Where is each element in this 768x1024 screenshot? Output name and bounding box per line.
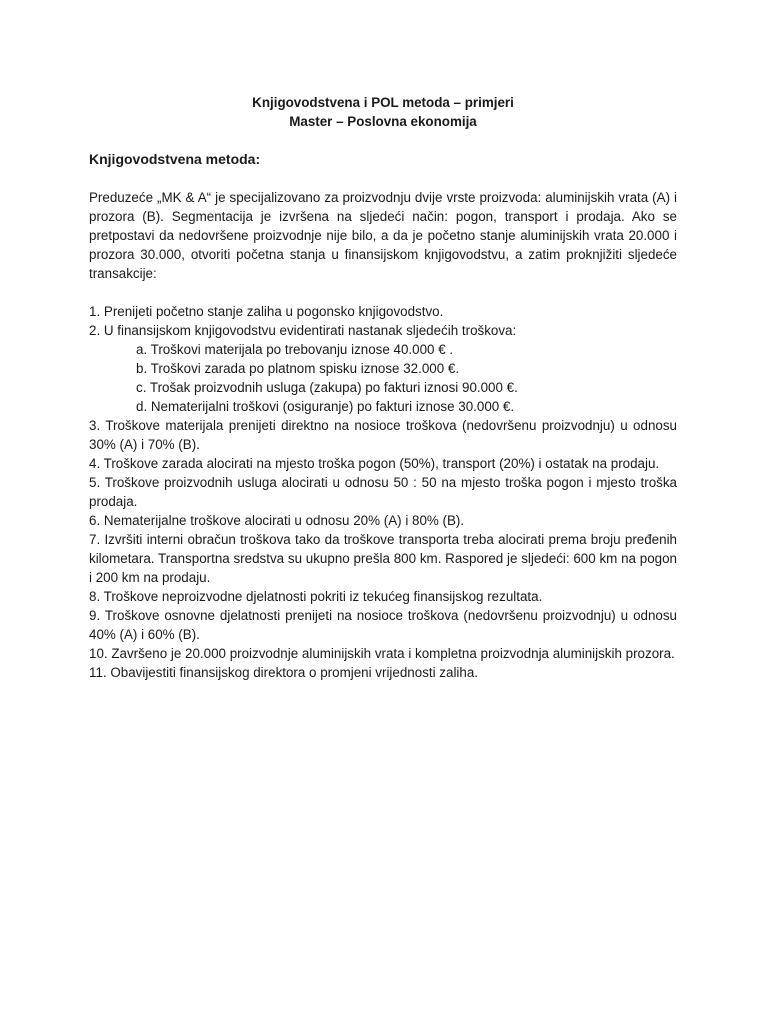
task-item-7: 7. Izvršiti interni obračun troškova tako da troškove transporta treba alocirati prema broju pređenih kilometara. Transportna sredstva su ukupno prešla 800 km. Raspored je sljedeći: 600 km na pogon i 200 km na prodaju. — [89, 532, 677, 585]
task-item-4: 4. Troškove zarada alocirati na mjesto troška pogon (50%), transport (20%) i ostatak na prodaju. — [89, 456, 660, 471]
subtask-item-c: c. Trošak proizvodnih usluga (zakupa) po fakturi iznosi 90.000 €. — [136, 380, 518, 395]
task-item-3: 3. Troškove materijala prenijeti direktno na nosioce troškova (nedovršenu proizvodnju) u odnosu 30% (A) i 70% (B). — [89, 418, 677, 452]
task-item-9: 9. Troškove osnovne djelatnosti prenijeti na nosioce troškova (nedovršenu proizvodnju) u odnosu 40% (A) i 60% (B). — [89, 608, 677, 642]
task-item-11: 11. Obavijestiti finansijskog direktora o promjeni vrijednosti zaliha. — [89, 665, 479, 680]
document-subtitle: Master – Poslovna ekonomija — [289, 114, 477, 129]
subtask-item-d: d. Nematerijalni troškovi (osiguranje) po fakturi iznose 30.000 €. — [136, 399, 515, 414]
task-item-8: 8. Troškove neproizvodne djelatnosti pokriti iz tekućeg finansijskog rezultata. — [89, 589, 543, 604]
document-body — [89, 93, 677, 682]
task-item-5: 5. Troškove proizvodnih usluga alocirati u odnosu 50 : 50 na mjesto troška pogon i mjesto troška prodaja. — [89, 475, 677, 509]
document-title: Knjigovodstvena i POL metoda – primjeri — [252, 95, 514, 110]
subtask-item-b: b. Troškovi zarada po platnom spisku iznose 32.000 €. — [136, 361, 460, 376]
intro-paragraph: Preduzeće „MK & A“ je specijalizovano za proizvodnju dvije vrste proizvoda: aluminijskih vrata (A) i prozora (B). Segmentacija je izvršena na sljedeći način: pogon, transport i prodaja. Ako se pretpostavi da nedovršene proizvodnje nije bilo, a da je početno stanje aluminijskih vrata 20.000 i prozora 30.000, otvoriti početna stanja u finansijskom knjigovodstvu, a zatim proknjižiti sljedeće transakcije: — [89, 190, 677, 281]
spacer — [89, 131, 677, 150]
spacer — [89, 169, 677, 188]
task-item-2: 2. U finansijskom knjigovodstvu evidentirati nastanak sljedećih troškova: — [89, 323, 517, 338]
task-item-6: 6. Nematerijalne troškove alocirati u odnosu 20% (A) i 80% (B). — [89, 513, 465, 528]
task-item-1: 1. Prenijeti početno stanje zaliha u pogonsko knjigovodstvo. — [89, 304, 444, 319]
section-heading: Knjigovodstvena metoda: — [89, 151, 261, 167]
subtask-item-a: a. Troškovi materijala po trebovanju iznose 40.000 € . — [136, 342, 454, 357]
spacer — [89, 283, 677, 302]
task-item-10: 10. Završeno je 20.000 proizvodnje aluminijskih vrata i kompletna proizvodnja aluminijskih prozora. — [89, 646, 675, 661]
